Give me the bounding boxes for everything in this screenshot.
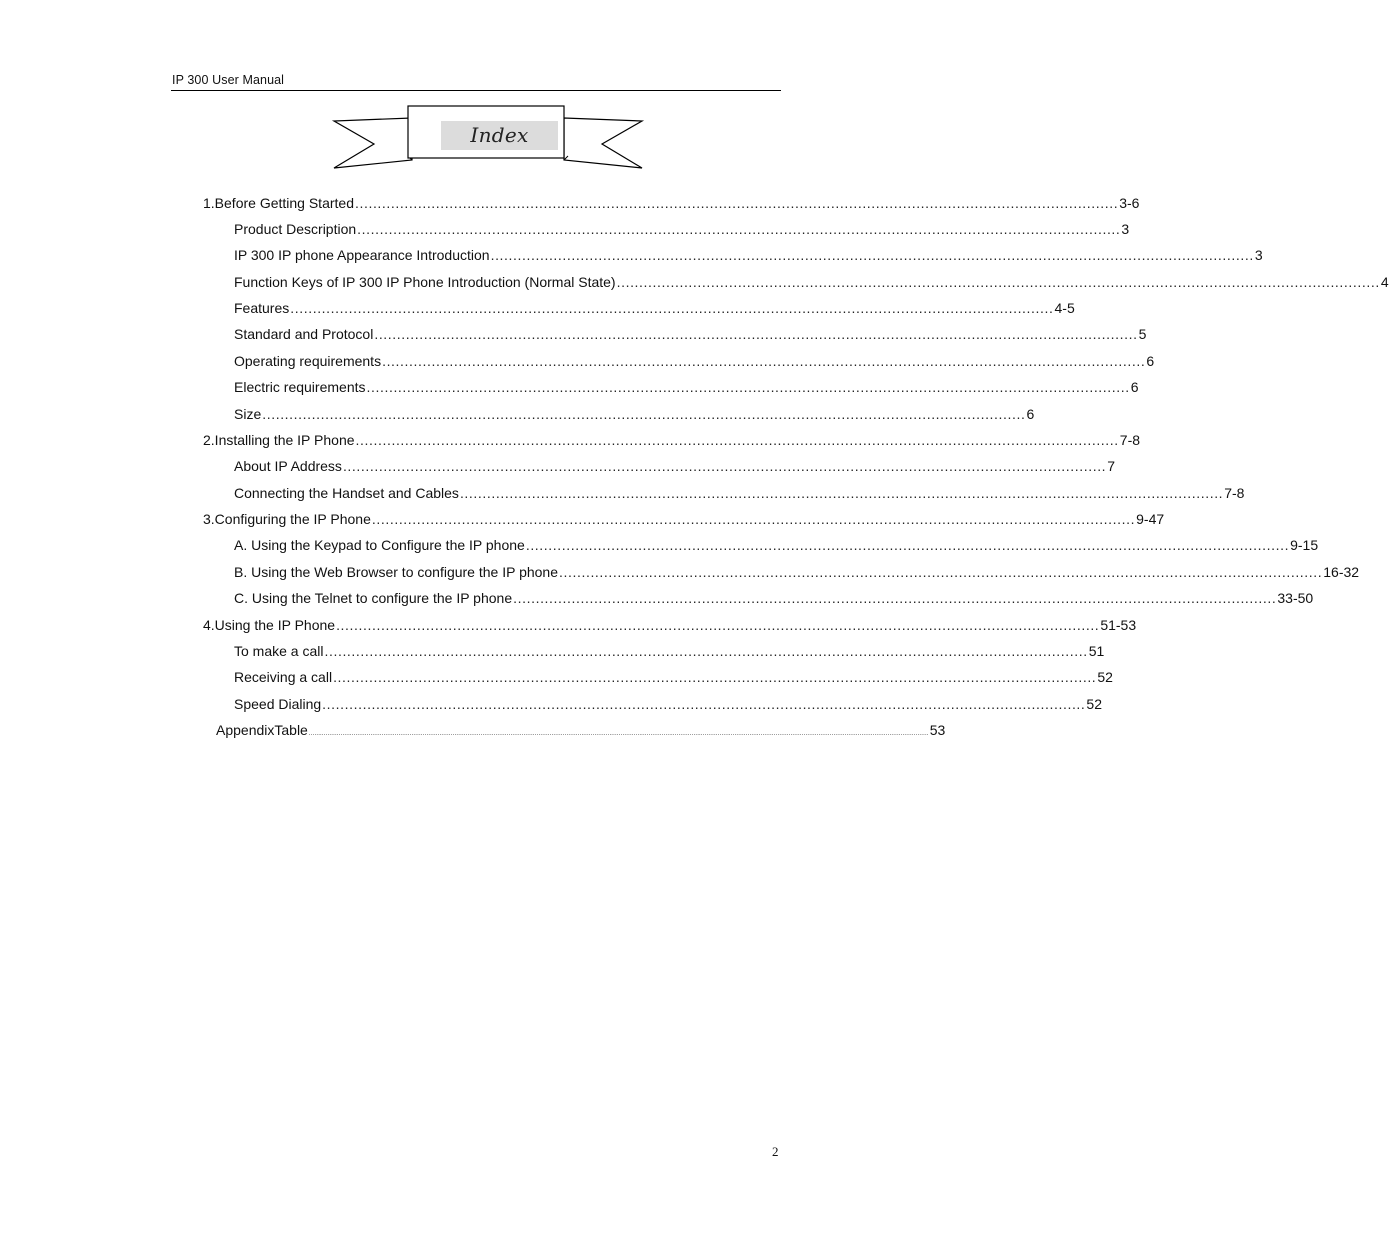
toc-entry-title: Electric requirements (234, 379, 366, 395)
page-number: 2 (772, 1144, 779, 1159)
toc-entry-page: 53 (929, 722, 946, 738)
toc-leader-dots: .......................................................................................................................................................................... (355, 432, 1119, 448)
header-rule (171, 90, 781, 91)
toc-entry[interactable] (234, 273, 1389, 291)
toc-entry-page: 7-8 (1119, 432, 1141, 448)
toc-leader-dots: .......................................................................................................................................................................... (336, 617, 1100, 633)
toc-entry-title: To make a call (234, 643, 324, 659)
toc-entry-title: Operating requirements (234, 353, 382, 369)
toc-entry-page: 5 (1138, 326, 1147, 342)
toc-entry-title: AppendixTable (216, 722, 308, 738)
toc-entry-title: 3.Configuring the IP Phone (203, 511, 371, 527)
toc-entry-page: 7 (1107, 458, 1115, 474)
toc-entry-page: 7-8 (1224, 485, 1245, 501)
toc-entry-title: Function Keys of IP 300 IP Phone Introduction (Normal State) (234, 274, 616, 290)
toc-entry[interactable] (216, 721, 946, 739)
toc-entry-page: 4 (1380, 274, 1389, 290)
toc-entry-page: 6 (1026, 406, 1035, 422)
toc-leader-dots: .......................................................................................................................................................................... (262, 406, 1026, 422)
toc-entry-page: 9-15 (1290, 537, 1319, 553)
toc-entry[interactable] (234, 484, 1245, 502)
toc-entry-title: Features (234, 300, 290, 316)
toc-entry-title: Connecting the Handset and Cables (234, 485, 459, 501)
toc-entry-page: 52 (1086, 696, 1102, 712)
toc-leader-dots: ............................................................................................................................................................................................................................................................................................................................................ (308, 731, 929, 737)
toc-leader-dots: .......................................................................................................................................................................... (354, 195, 1119, 211)
toc-entry[interactable] (203, 194, 1140, 212)
toc-leader-dots: .......................................................................................................................................................................... (371, 511, 1136, 527)
toc-entry[interactable] (234, 695, 1102, 713)
toc-entry-title: Product Description (234, 221, 357, 237)
toc-leader-dots: .......................................................................................................................................................................... (525, 537, 1290, 553)
toc-entry-title: 1.Before Getting Started (203, 195, 354, 211)
toc-entry-title: Standard and Protocol (234, 326, 374, 342)
toc-leader-dots: .......................................................................................................................................................................... (290, 300, 1054, 316)
toc-entry[interactable] (203, 510, 1165, 528)
toc-entry[interactable] (234, 352, 1155, 370)
toc-entry-title: Size (234, 406, 262, 422)
running-header: IP 300 User Manual (172, 73, 285, 87)
toc-entry-page: 6 (1146, 353, 1155, 369)
toc-entry[interactable] (203, 616, 1137, 634)
toc-leader-dots: .......................................................................................................................................................................... (342, 458, 1107, 474)
toc-leader-dots: .......................................................................................................................................................................... (324, 643, 1088, 659)
toc-entry-page: 51 (1088, 643, 1105, 659)
toc-entry[interactable] (234, 220, 1130, 238)
toc-leader-dots: .......................................................................................................................................................................... (616, 274, 1380, 290)
toc-entry[interactable] (234, 246, 1263, 264)
index-title: Index (470, 123, 529, 147)
toc-entry[interactable] (203, 431, 1141, 449)
toc-entry-page: 3 (1121, 221, 1130, 237)
toc-entry[interactable] (234, 325, 1147, 343)
toc-entry-page: 52 (1097, 669, 1113, 685)
toc-entry-title: 4.Using the IP Phone (203, 617, 336, 633)
toc-leader-dots: .......................................................................................................................................................................... (382, 353, 1146, 369)
toc-leader-dots: .......................................................................................................................................................................... (559, 564, 1323, 580)
toc-leader-dots: .......................................................................................................................................................................... (459, 485, 1224, 501)
toc-leader-dots: .......................................................................................................................................................................... (490, 247, 1254, 263)
toc-entry-title: 2.Installing the IP Phone (203, 432, 355, 448)
toc-entry-title: About IP Address (234, 458, 342, 474)
toc-entry[interactable] (234, 405, 1035, 423)
toc-entry-page: 3-6 (1119, 195, 1140, 211)
toc-entry-page: 33-50 (1277, 590, 1314, 606)
toc-entry[interactable] (234, 668, 1113, 686)
toc-leader-dots: .......................................................................................................................................................................... (333, 669, 1097, 685)
toc-entry[interactable] (234, 589, 1314, 607)
toc-entry[interactable] (234, 299, 1075, 317)
toc-entry-title: A. Using the Keypad to Configure the IP phone (234, 537, 525, 553)
toc-entry-page: 4-5 (1054, 300, 1075, 316)
toc-entry-page: 16-32 (1323, 564, 1360, 580)
toc-entry-page: 3 (1254, 247, 1263, 263)
toc-entry-title: IP 300 IP phone Appearance Introduction (234, 247, 490, 263)
toc-entry-page: 51-53 (1100, 617, 1137, 633)
toc-entry-page: 6 (1130, 379, 1139, 395)
toc-entry-title: Speed Dialing (234, 696, 322, 712)
toc-entry[interactable] (234, 457, 1115, 475)
toc-leader-dots: .......................................................................................................................................................................... (366, 379, 1130, 395)
toc-entry-title: Receiving a call (234, 669, 333, 685)
toc-leader-dots: .......................................................................................................................................................................... (357, 221, 1121, 237)
toc-leader-dots: .......................................................................................................................................................................... (513, 590, 1277, 606)
toc-entry[interactable] (234, 642, 1105, 660)
toc-leader-dots: .......................................................................................................................................................................... (374, 326, 1138, 342)
toc-entry[interactable] (234, 563, 1360, 581)
toc-leader-dots: .......................................................................................................................................................................... (322, 696, 1086, 712)
toc-entry-page: 9-47 (1136, 511, 1165, 527)
toc-entry[interactable] (234, 536, 1319, 554)
toc-entry-title: C. Using the Telnet to configure the IP phone (234, 590, 513, 606)
toc-entry[interactable] (234, 378, 1139, 396)
toc-entry-title: B. Using the Web Browser to configure the IP phone (234, 564, 559, 580)
